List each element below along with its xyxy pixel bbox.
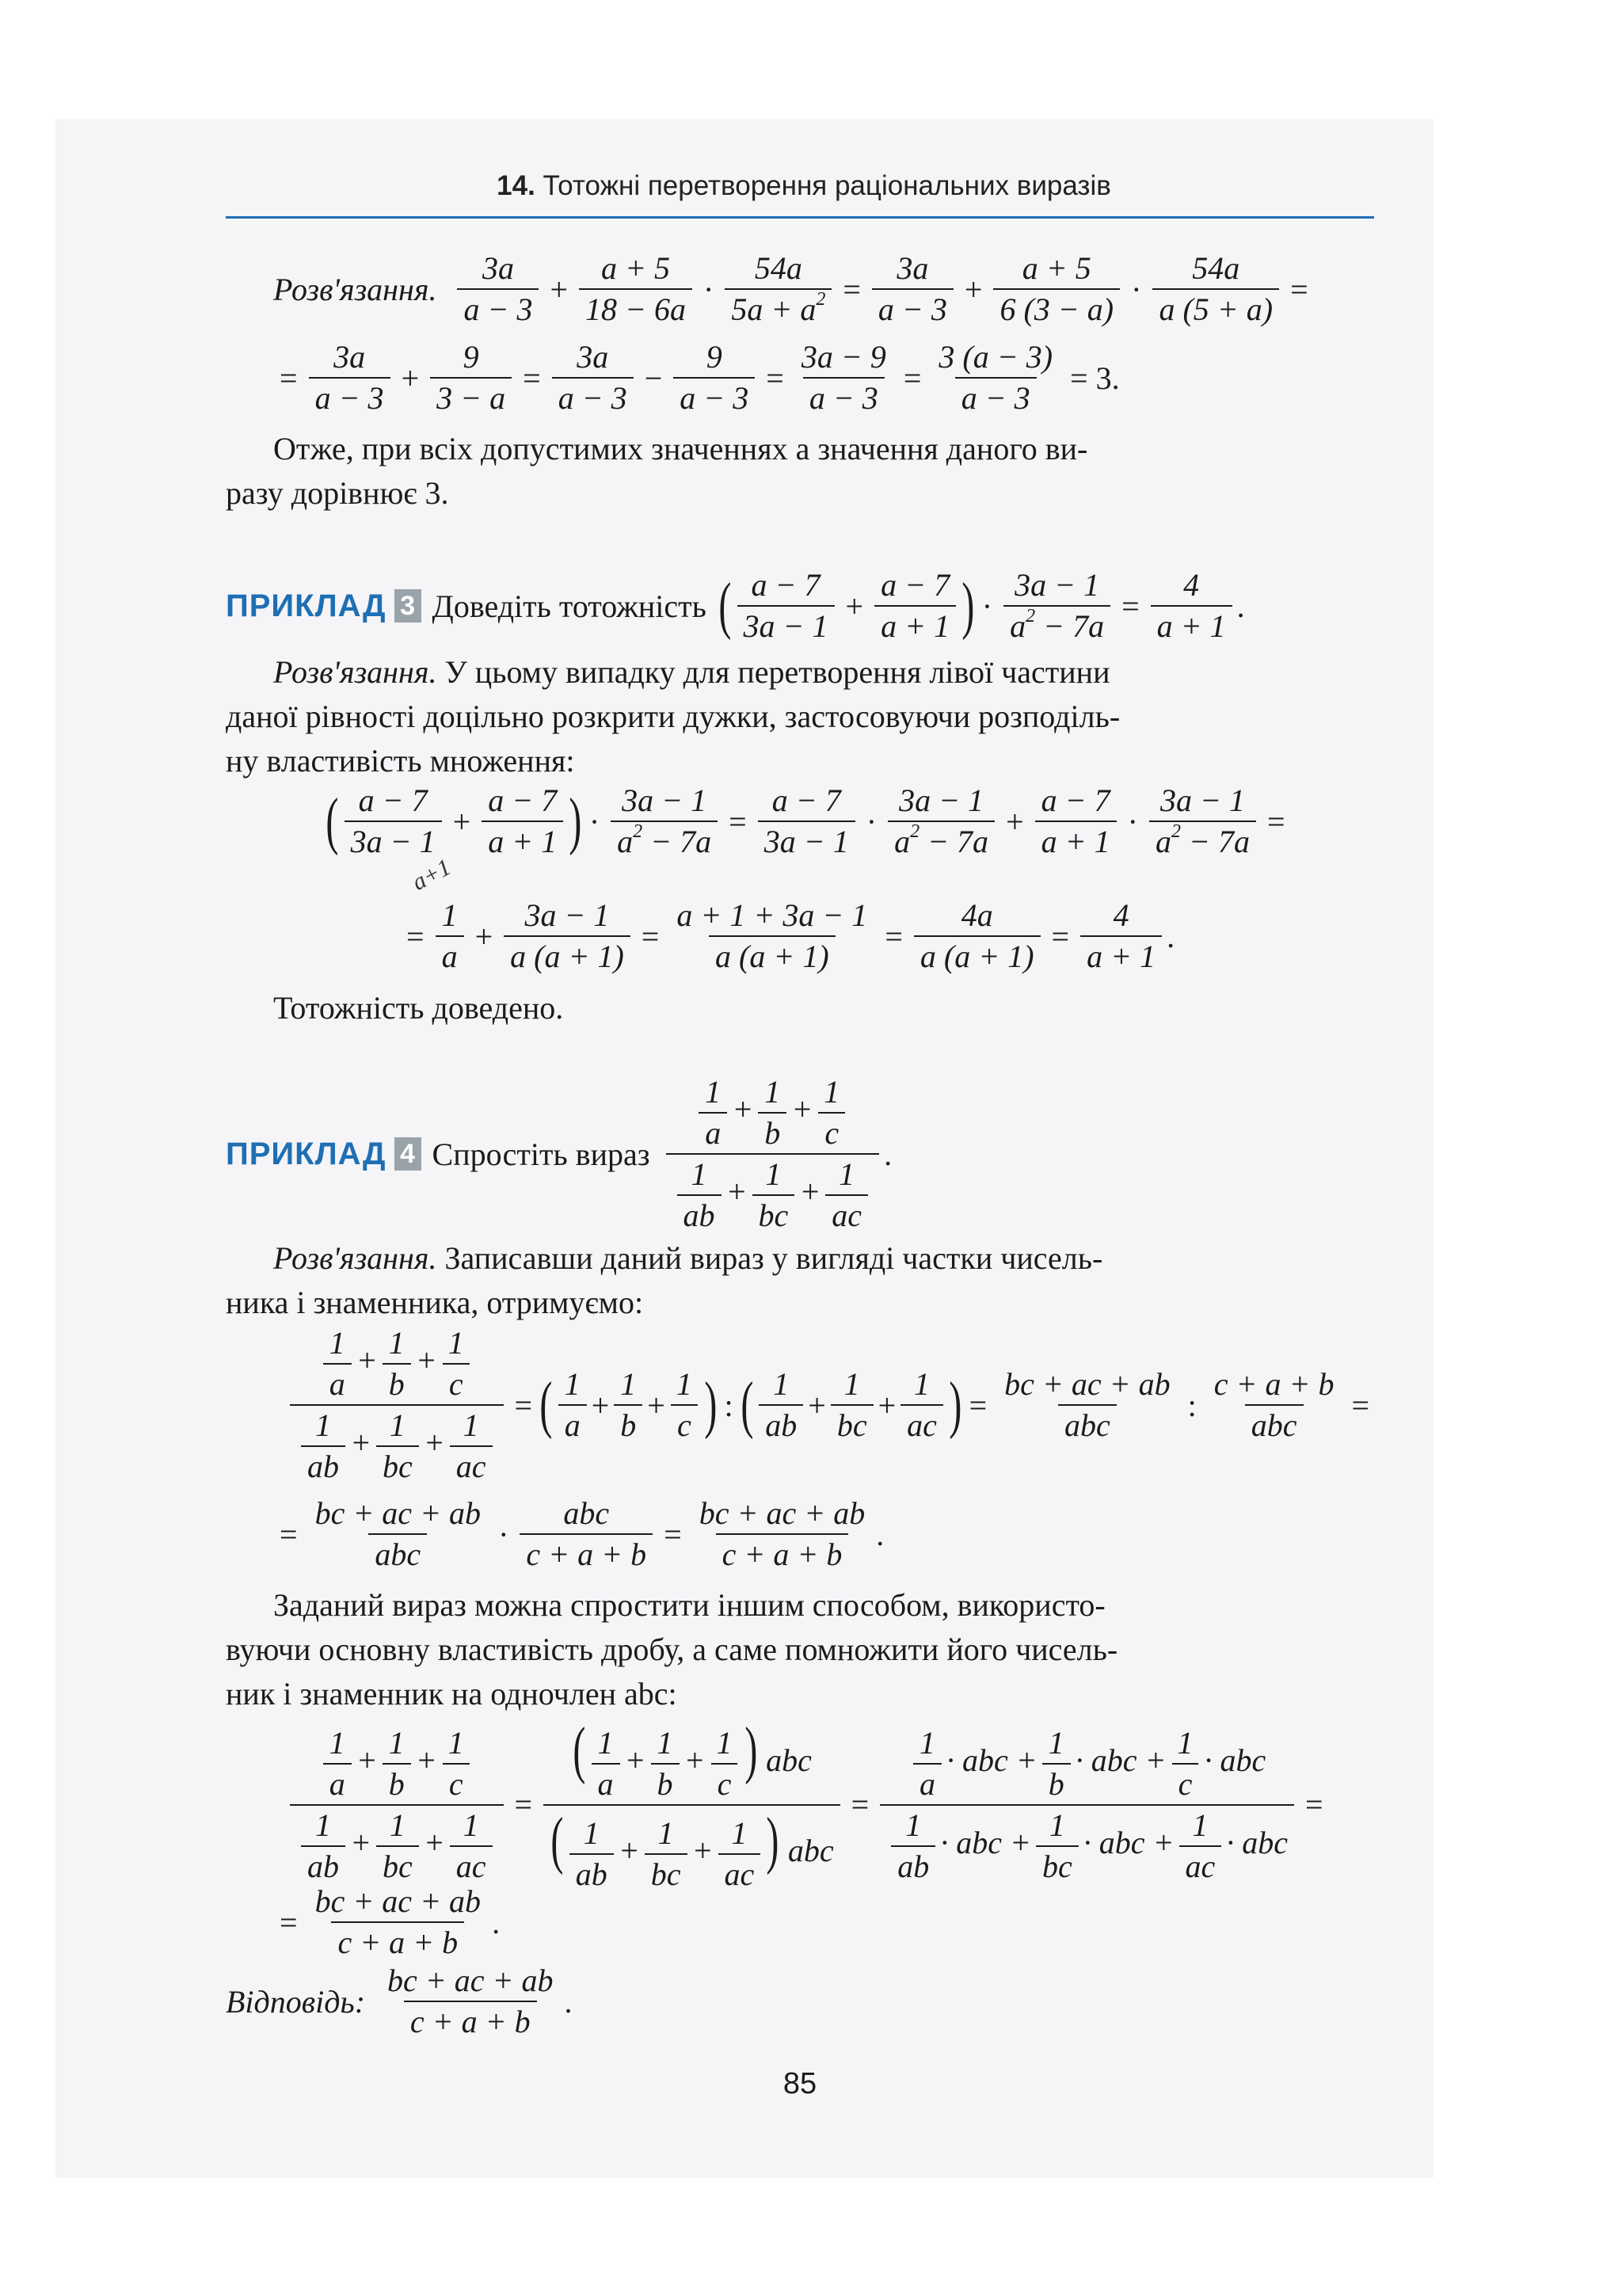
section-title: 14. Тотожні перетворення раціональних виразів	[497, 170, 1111, 201]
example2-conclusion-2: разу дорівнює 3.	[226, 475, 449, 511]
example3-derivation-line1: ( $\frac{a - 7}{3a - 1}$ + $\frac{a - 7}{a + 1}$ ) · $\frac{3a - 1}{a^2 - 7a}$ = $\frac{a - 7}{3a - 1}$ · $\frac{3a - 1}{a^2 - 7a}$ + $\frac{a - 7}{a + 1}$ · $\frac{3a - 1}{a^2 - 7a}$ =	[326, 782, 1285, 859]
example-number-badge: 4	[394, 1137, 421, 1171]
example4-task: Спростіть вираз	[432, 1136, 650, 1172]
example4-solution-2: ника і знаменника, отримуємо:	[226, 1285, 644, 1320]
example3-heading: ПРИКЛАД 3 Доведіть тотожність ( $\frac{a - 7}{3a - 1}$ + $\frac{a - 7}{a + 1}$ ) · $\frac{3a - 1}{a^2 - 7a}$ = $\frac{4}{a + 1}$ .	[226, 567, 1245, 644]
handwritten-note: a+1	[407, 854, 455, 896]
answer-label: Відповідь:	[226, 1983, 366, 2020]
running-header	[226, 170, 1374, 219]
example4-alt-derivation: $\frac{1}{a}$ + $\frac{1}{b}$ + $\frac{1}{c}$ $\frac{1}{ab}$ + $\frac{1}{bc}$ + $\frac{1}{ac}$ = ( $\frac{1}{a}$ + $\frac{1}{b}$ + $\frac{1}{c}$ ) abc ( $\frac{1}{ab}$ + $\frac{1}{bc}$ + $\frac{1}{ac}$ ) abc = $\frac{1}{a}$ · abc + $\frac{1}{b}$ · abc + $\frac{1}{c}$ · abc $\frac{1}{ab}$ · abc + $\frac{1}{bc}$ · abc + $\frac{1}{ac}$ · abc =	[285, 1719, 1330, 1891]
example3-conclusion: Тотожність доведено.	[273, 990, 564, 1026]
example3-solution-1: Розв'язання. У цьому випадку для перетворення лівої частини	[273, 654, 1110, 690]
example2-conclusion-1: Отже, при всіх допустимих значеннях a значення даного ви-	[273, 431, 1088, 466]
example4-heading: ПРИКЛАД 4 Спростіть вираз $\frac{1}{a}$ + $\frac{1}{b}$ + $\frac{1}{c}$ $\frac{1}{ab}$ + $\frac{1}{bc}$ + $\frac{1}{ac}$ .	[226, 1074, 893, 1233]
example4-solution-1: Розв'язання. Записавши даний вираз у вигляді частки чисель-	[273, 1240, 1103, 1276]
example4-alt-1: Заданий вираз можна спростити іншим способом, використо-	[273, 1587, 1106, 1623]
example-number-badge: 3	[394, 589, 421, 623]
example4-alt-result: = $\frac{bc + ac + ab}{c + a + b}$ .	[280, 1883, 501, 1960]
solution-label: Розв'язання.	[273, 271, 437, 307]
example3-derivation-line2: = $\frac{1}{a}$ + $\frac{3a - 1}{a (a + 1)}$ = $\frac{a + 1 + 3a - 1}{a (a + 1)}$ = $\frac{4a}{a (a + 1)}$ = $\frac{4}{a + 1}$ .	[406, 897, 1175, 974]
example2-solution-line2: = $\frac{3a}{a - 3}$ + $\frac{9}{3 - a}$ = $\frac{3a}{a - 3}$ − $\frac{9}{a - 3}$ = $\frac{3a - 9}{a - 3}$ = $\frac{3 (a - 3)}{a - 3}$ = 3.	[280, 339, 1120, 416]
example3-solution-3: ну властивість множення:	[226, 743, 575, 779]
example-label: ПРИКЛАД	[226, 1136, 386, 1171]
example3-task: Доведіть тотожність	[432, 588, 706, 624]
example4-alt-3: ник і знаменник на одночлен abc:	[226, 1676, 677, 1712]
page-number: 85	[782, 2067, 817, 2100]
example-label: ПРИКЛАД	[226, 588, 386, 623]
example4-answer: Відповідь: $\frac{bc + ac + ab}{c + a + b}$ .	[226, 1963, 573, 2039]
example4-derivation-line1: $\frac{1}{a}$ + $\frac{1}{b}$ + $\frac{1}{c}$ $\frac{1}{ab}$ + $\frac{1}{bc}$ + $\frac{1}{ac}$ = ( $\frac{1}{a}$ + $\frac{1}{b}$ + $\frac{1}{c}$ ) : ( $\frac{1}{ab}$ + $\frac{1}{bc}$ + $\frac{1}{ac}$ ) = $\frac{bc + ac + ab}{\text{abc}}$ : $\frac{c + a + b}{\text{abc}}$ =	[285, 1327, 1376, 1483]
example4-derivation-line2: = $\frac{bc + ac + ab}{\text{abc}}$ · $\frac{\text{abc}}{c + a + b}$ = $\frac{bc + ac + ab}{c + a + b}$ .	[280, 1495, 885, 1572]
example4-alt-2: вуючи основну властивість дробу, а саме помножити його чисель-	[226, 1632, 1118, 1667]
example3-solution-2: даної рівності доцільно розкрити дужки, застосовуючи розподіль-	[226, 699, 1121, 734]
example2-solution-line1: Розв'язання. $\frac{3a}{a - 3}$ + $\frac{a + 5}{18 - 6a}$ · $\frac{54a}{5a + a^2}$ = $\frac{3a}{a - 3}$ + $\frac{a + 5}{6 (3 - a)}$ · $\frac{54a}{a (5 + a)}$ =	[273, 250, 1308, 327]
